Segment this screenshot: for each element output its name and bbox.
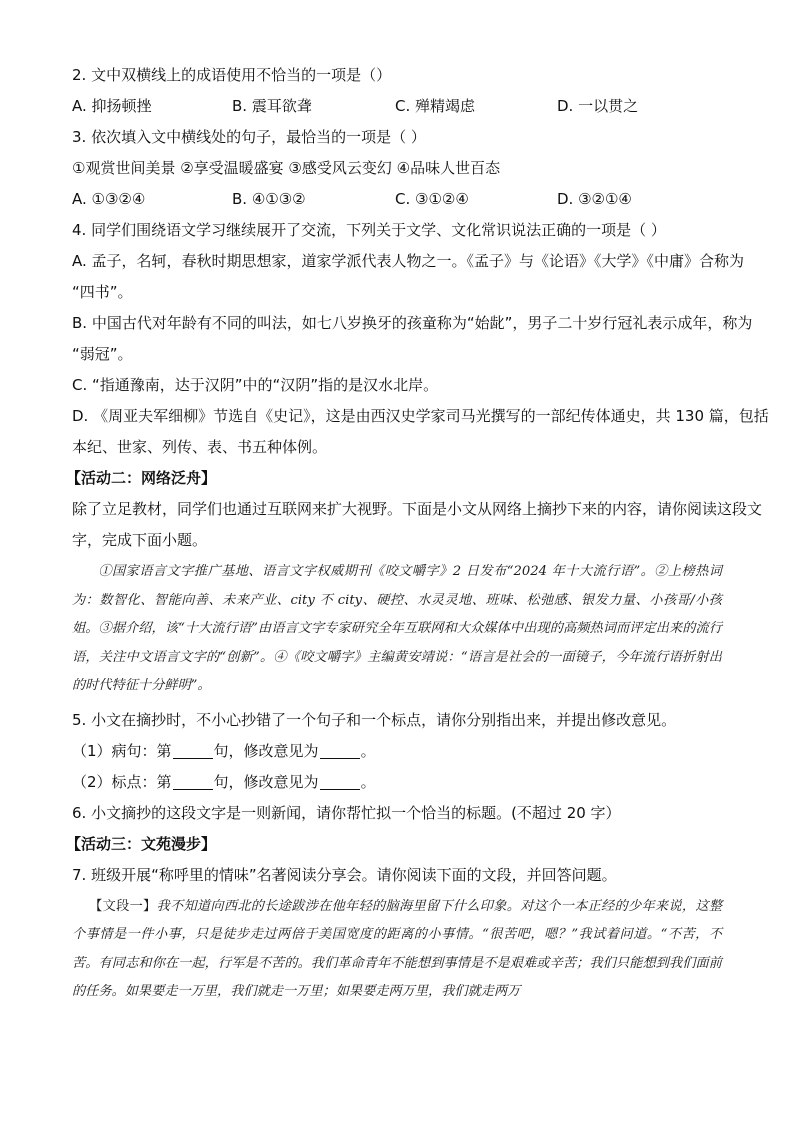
q4-option-d[interactable]: D. 《周亚夫军细柳》节选自《史记》，这是由西汉史学家司马光撰写的一部纪传体通史，共 130 篇，包括 [72, 407, 769, 425]
q2-option-b[interactable]: B. 震耳欲聋 [232, 97, 312, 115]
q3-option-b[interactable]: B. ④①③② [232, 190, 306, 208]
q5-part2-end: 。 [360, 772, 376, 791]
q2-option-c[interactable]: C. 殚精竭虑 [395, 97, 476, 115]
q3-option-a[interactable]: A. ①③②④ [72, 190, 146, 208]
q3-option-c[interactable]: C. ③①②④ [395, 190, 469, 208]
activity2-intro-cont: 字，完成下面小题。 [72, 531, 208, 549]
q4-option-b[interactable]: B. 中国古代对年龄有不同的叫法，如七八岁换牙的孩童称为“始龀”，男子二十岁行冠礼表示成年，称为 [72, 314, 753, 332]
q5-part2 [72, 767, 722, 798]
q7-stem: 7. 班级开展“称呼里的情味”名著阅读分享会。请你阅读下面的文段，并回答问题。 [72, 865, 617, 884]
q5-part1-label: （1）病句：第 [72, 741, 172, 760]
excerpt-tag: 【文段一】 [89, 898, 157, 914]
q4-option-b-cont: “弱冠”。 [72, 345, 133, 363]
q4-option-a-cont: “四书”。 [72, 283, 133, 301]
q5-part1 [72, 736, 722, 767]
q4-stem: 4. 同学们围绕语文学习继续展开了交流，下列关于文学、文化常识说法正确的一项是（ ） [72, 221, 666, 239]
activity2-intro: 除了立足教材，同学们也通过互联网来扩大视野。下面是小文从网络上摘抄下来的内容，请你阅读这段文 [72, 500, 763, 518]
q4-option-c[interactable]: C. “指通豫南，达于汉阴”中的“汉阴”指的是汉水北岸。 [72, 376, 439, 394]
excerpt-passage [72, 893, 722, 1007]
q3-option-d[interactable]: D. ③②①④ [557, 190, 632, 208]
q3-stem: 3. 依次填入文中横线处的句子，最恰当的一项是（ ） [72, 128, 426, 146]
excerpt-text: 我不知道向西北的长途跋涉在他年轻的脑海里留下什么印象。对这个一本正经的少年来说，这整个事情是一件小事，只是徒步走过两倍于美国宽度的距离的小事情。“很苦吧，嗯？”我试着问道。“不苦，不苦。有同志和你在一起，行军是不苦的。我们革命青年不能想到事情是不是艰难或辛苦；我们只能想到我们面前的任务。如果要走一万里，我们就走一万里；如果要走两万里，我们就走两万 [72, 898, 723, 999]
q2-option-a[interactable]: A. 抑扬顿挫 [72, 97, 152, 115]
news-passage-text: ①国家语言文字推广基地、语言文字权威期刊《咬文嚼字》2 日发布“2024 年十大流行语”。②上榜热词为：数智化、智能向善、未来产业、city 不 city、硬控、水灵灵地、班味、松弛感、银发力量、小孩哥/小孩姐。③据介绍，该“十大流行语”由语言文字专家研究全年互联网和大众媒体中出现的高频热词而评定出来的流行语，关注中文语言文字的“创新”。④《咬文嚼字》主编黄安靖说：“语言是社会的一面镜子，今年流行语折射出的时代特征十分鲜明”。 [72, 564, 722, 693]
excerpt-passage-text [72, 893, 722, 1007]
news-passage [72, 558, 722, 701]
q2-option-d[interactable]: D. 一以贯之 [557, 97, 639, 115]
q5-part1-fix-blank[interactable] [320, 742, 360, 759]
q6-stem: 6. 小文摘抄的这段文字是一则新闻，请你帮忙拟一个恰当的标题。(不超过 20 字） [72, 803, 621, 822]
q5-part2-fix-blank[interactable] [320, 773, 360, 790]
q5-part1-sentence-blank[interactable] [173, 742, 213, 759]
q5-stem: 5. 小文在摘抄时，不小心抄错了一个句子和一个标点，请你分别指出来，并提出修改意见。 [72, 710, 677, 729]
q2-stem: 2. 文中双横线上的成语使用不恰当的一项是（） [72, 66, 392, 84]
q4-option-d-cont: 本纪、世家、列传、表、书五种体例。 [72, 438, 328, 456]
q4-option-a[interactable]: A. 孟子，名轲，春秋时期思想家，道家学派代表人物之一。《孟子》与《论语》《大学》《中庸》合称为 [72, 252, 745, 270]
q5-part2-mid: 句，修改意见为 [213, 772, 319, 791]
q5-part1-end: 。 [360, 741, 376, 760]
q5-part2-label: （2）标点：第 [72, 772, 172, 791]
q3-options [72, 184, 722, 215]
q5-part1-mid: 句，修改意见为 [213, 741, 319, 760]
q5-part2-sentence-blank[interactable] [173, 773, 213, 790]
q2-options [72, 91, 722, 122]
activity2-title: 【活动二：网络泛舟】 [66, 469, 217, 487]
q3-items: ①观赏世间美景 ②享受温暖盛宴 ③感受风云变幻 ④品味人世百态 [72, 159, 501, 177]
activity3-title: 【活动三：文苑漫步】 [66, 834, 217, 853]
